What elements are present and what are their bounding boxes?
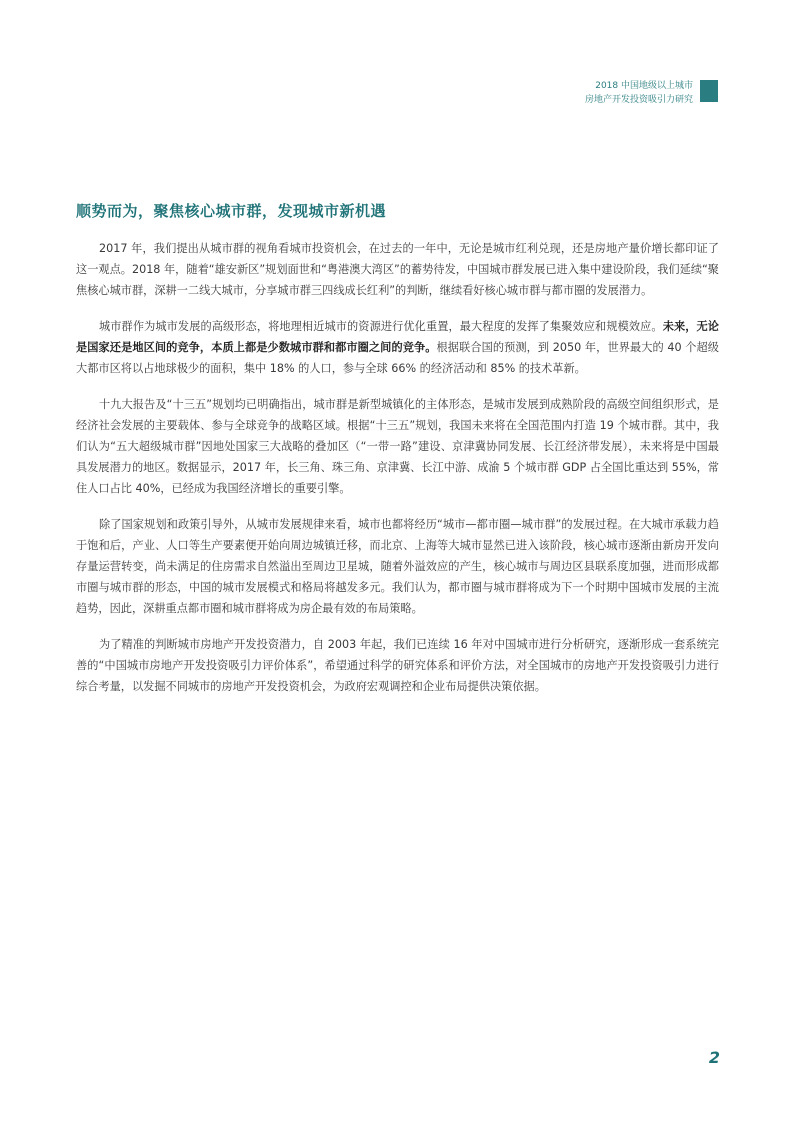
paragraph-2-text-a: 城市群作为城市发展的高级形态，将地理相近城市的资源进行优化重置，最大程度的发挥了集聚效应和规模效应。 [99,320,663,333]
header-accent-block [700,80,718,102]
paragraph-1: 2017 年，我们提出从城市群的视角看城市投资机会，在过去的一年中，无论是城市红利兑现，还是房地产量价增长都印证了这一观点。2018 年，随着“雄安新区”规划面世和“粤港澳大湾区”的蓄势待发，中国城市群发展已进入集中建设阶段，我们延续“聚焦核心城市群，深耕一二线大城市，分享城市群三四线成长红利”的判断，继续看好核心城市群与都市圈的发展潜力。 [76,242,719,297]
section-title: 顺势而为，聚焦核心城市群，发现城市新机遇 [76,202,387,220]
header-line-1: 2018 中国地级以上城市 [595,81,693,91]
running-header [585,79,693,107]
paragraph-2-text-b: 根据联合国的预测，到 2050 年，世界最大的 40 个超级大都市区将以占地球极少的面积，集中 18% 的人口，参与全球 66% 的经济活动和 85% 的技术革新。 [76,341,719,375]
paragraph-4: 除了国家规划和政策引导外，从城市发展规律来看，城市也都将经历“城市—都市圈—城市群”的发展过程。在大城市承载力趋于饱和后，产业、人口等生产要素便开始向周边城镇迁移，而北京、上海等大城市显然已进入该阶段，核心城市逐渐由新房开发向存量运营转变，尚未满足的住房需求自然溢出至周边卫星城，随着外溢效应的产生，核心城市与周边区县联系度加强，进而形成都市圈与城市群的形态，中国的城市发展模式和格局将越发多元。我们认为，都市圈与城市群将成为下一个时期中国城市发展的主流趋势，因此，深耕重点都市圈和城市群将成为房企最有效的布局策略。 [76,518,719,615]
paragraph-2 [76,316,719,379]
header-line-2: 房地产开发投资吸引力研究 [584,95,693,105]
paragraph-5: 为了精准的判断城市房地产开发投资潜力，自 2003 年起，我们已连续 16 年对中国城市进行分析研究，逐渐形成一套系统完善的“中国城市房地产开发投资吸引力评价体系”，希望通过科学的研究体系和评价方法，对全国城市的房地产开发投资吸引力进行综合考量，以发掘不同城市的房地产开发投资机会，为政府宏观调控和企业布局提供决策依据。 [76,638,719,693]
paragraph-3: 十九大报告及“十三五”规划均已明确指出，城市群是新型城镇化的主体形态，是城市发展到成熟阶段的高级空间组织形式，是经济社会发展的主要载体、参与全球竞争的战略区域。根据“十三五”规划，我国未来将在全国范围内打造 19 个城市群。其中，我们认为“五大超级城市群”因地处国家三大战略的叠加区（“一带一路”建设、京津冀协同发展、长江经济带发展），未来将是中国最具发展潜力的地区。数据显示，2017 年，长三角、珠三角、京津冀、长江中游、成渝 5 个城市群 GDP 占全国比重达到 55%，常住人口占比 40%，已经成为我国经济增长的重要引擎。 [76,398,719,495]
page-number: 2 [708,1048,720,1067]
body-text [76,238,719,712]
paragraph-2-bold: 未来，无论是国家还是地区间的竞争，本质上都是少数城市群和都市圈之间的竞争。 [76,320,719,354]
